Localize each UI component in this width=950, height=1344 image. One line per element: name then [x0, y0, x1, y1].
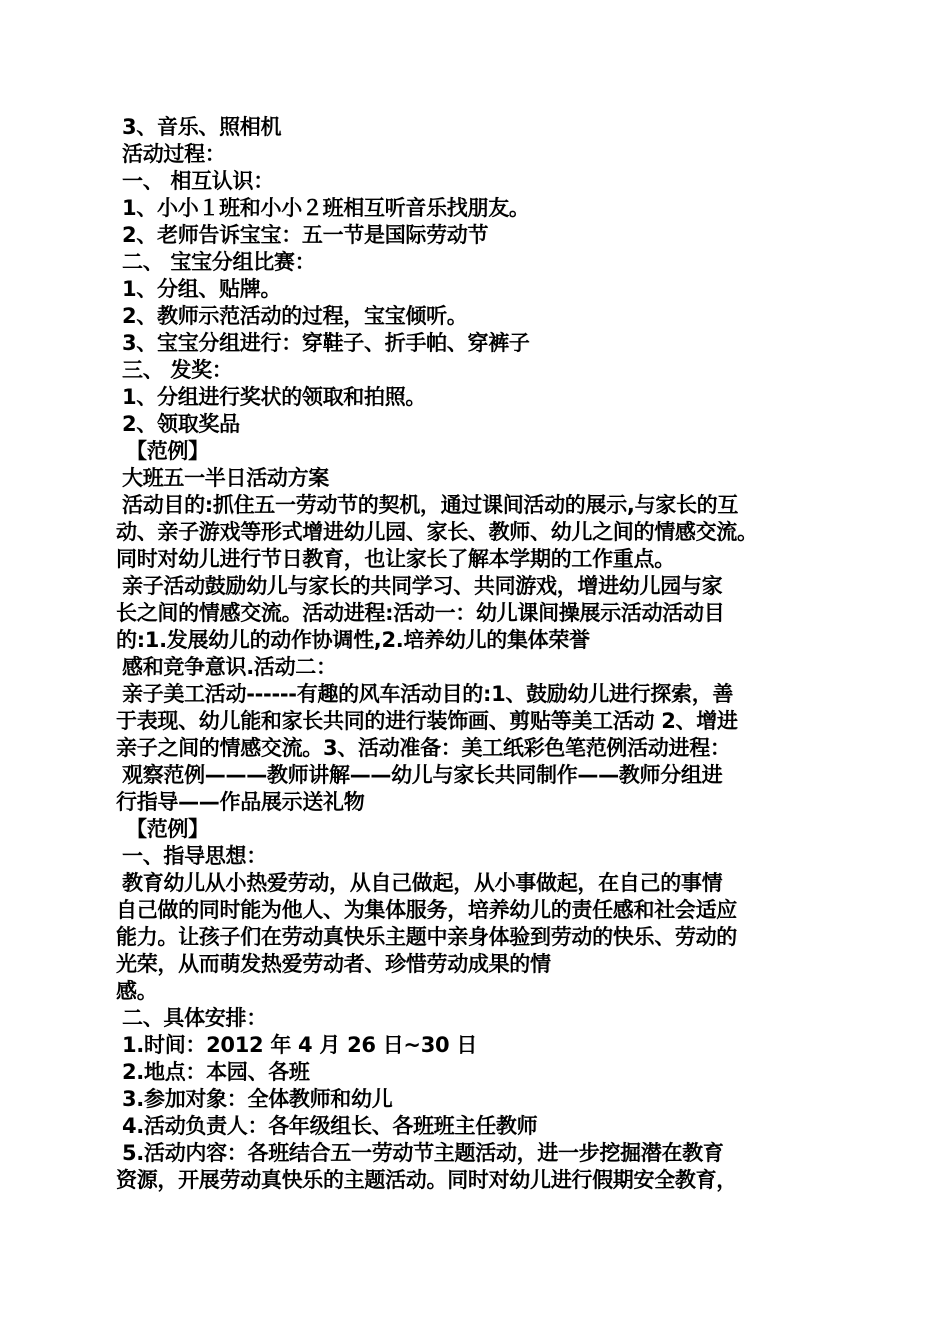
- section-heading: 一、 相互认识：: [122, 169, 274, 193]
- text-line: 3.参加对象：全体教师和幼儿: [122, 1087, 393, 1111]
- text-line: 1、分组进行奖状的领取和拍照。: [122, 385, 427, 409]
- text-line: 1.时间：2012 年 4 月 26 日~30 日: [122, 1033, 478, 1057]
- text-line: 感和竞争意识.活动二：: [122, 655, 337, 679]
- text-line: 观察范例———教师讲解——幼儿与家长共同制作——教师分组进: [122, 763, 723, 787]
- example-heading: 【范例】: [126, 817, 209, 841]
- text-line: 5.活动内容：各班结合五一劳动节主题活动，进一步挖掘潜在教育: [122, 1141, 724, 1165]
- text-line: 长之间的情感交流。活动进程:活动一：幼儿课间操展示活动活动目: [116, 601, 725, 625]
- text-line: 同时对幼儿进行节日教育，也让家长了解本学期的工作重点。: [116, 547, 675, 571]
- section-heading: 二、 宝宝分组比赛：: [122, 250, 316, 274]
- text-line: 教育幼儿从小热爱劳动，从自己做起，从小事做起，在自己的事情: [122, 871, 723, 895]
- text-line: 于表现、幼儿能和家长共同的进行装饰画、剪贴等美工活动 2、增进: [116, 709, 738, 733]
- text-line: 光荣，从而萌发热爱劳动者、珍惜劳动成果的情: [116, 952, 551, 976]
- text-line: 自己做的同时能为他人、为集体服务，培养幼儿的责任感和社会适应: [116, 898, 737, 922]
- text-line: 资源，开展劳动真快乐的主题活动。同时对幼儿进行假期安全教育，: [116, 1168, 737, 1192]
- text-line: 2、领取奖品: [122, 412, 240, 436]
- text-line: 动、亲子游戏等形式增进幼儿园、家长、教师、幼儿之间的情感交流。: [116, 520, 758, 544]
- document-body: [116, 114, 846, 1194]
- text-line: 3、宝宝分组进行：穿鞋子、折手帕、穿裤子: [122, 331, 530, 355]
- text-line: 活动目的:抓住五一劳动节的契机，通过课间活动的展示,与家长的互: [122, 493, 739, 517]
- text-line: 1、小小１班和小小２班相互听音乐找朋友。: [122, 196, 530, 220]
- document-title: 大班五一半日活动方案: [122, 466, 329, 490]
- text-line: 2、老师告诉宝宝：五一节是国际劳动节: [122, 223, 489, 247]
- text-line: 3、音乐、照相机: [122, 115, 282, 139]
- section-heading: 一、指导思想：: [122, 844, 267, 868]
- text-line: 4.活动负责人：各年级组长、各班班主任教师: [122, 1114, 538, 1138]
- text-line: 亲子活动鼓励幼儿与家长的共同学习、共同游戏，增进幼儿园与家: [122, 574, 723, 598]
- text-line: 1、分组、贴牌。: [122, 277, 282, 301]
- text-line: 感。: [116, 979, 158, 1003]
- section-heading: 三、 发奖：: [122, 358, 233, 382]
- section-heading: 二、具体安排：: [122, 1006, 267, 1030]
- example-heading: 【范例】: [126, 439, 209, 463]
- text-line: 行指导——作品展示送礼物: [116, 790, 365, 814]
- text-line: 能力。让孩子们在劳动真快乐主题中亲身体验到劳动的快乐、劳动的: [116, 925, 737, 949]
- text-line: 亲子美工活动------有趣的风车活动目的:1、鼓励幼儿进行探索，善: [122, 682, 734, 706]
- text-line: 2.地点：本园、各班: [122, 1060, 310, 1084]
- text-line: 的:1.发展幼儿的动作协调性,2.培养幼儿的集体荣誉: [116, 628, 590, 652]
- text-line: 亲子之间的情感交流。3、活动准备：美工纸彩色笔范例活动进程：: [116, 736, 731, 760]
- section-heading: 活动过程：: [122, 142, 226, 166]
- text-line: 2、教师示范活动的过程，宝宝倾听。: [122, 304, 468, 328]
